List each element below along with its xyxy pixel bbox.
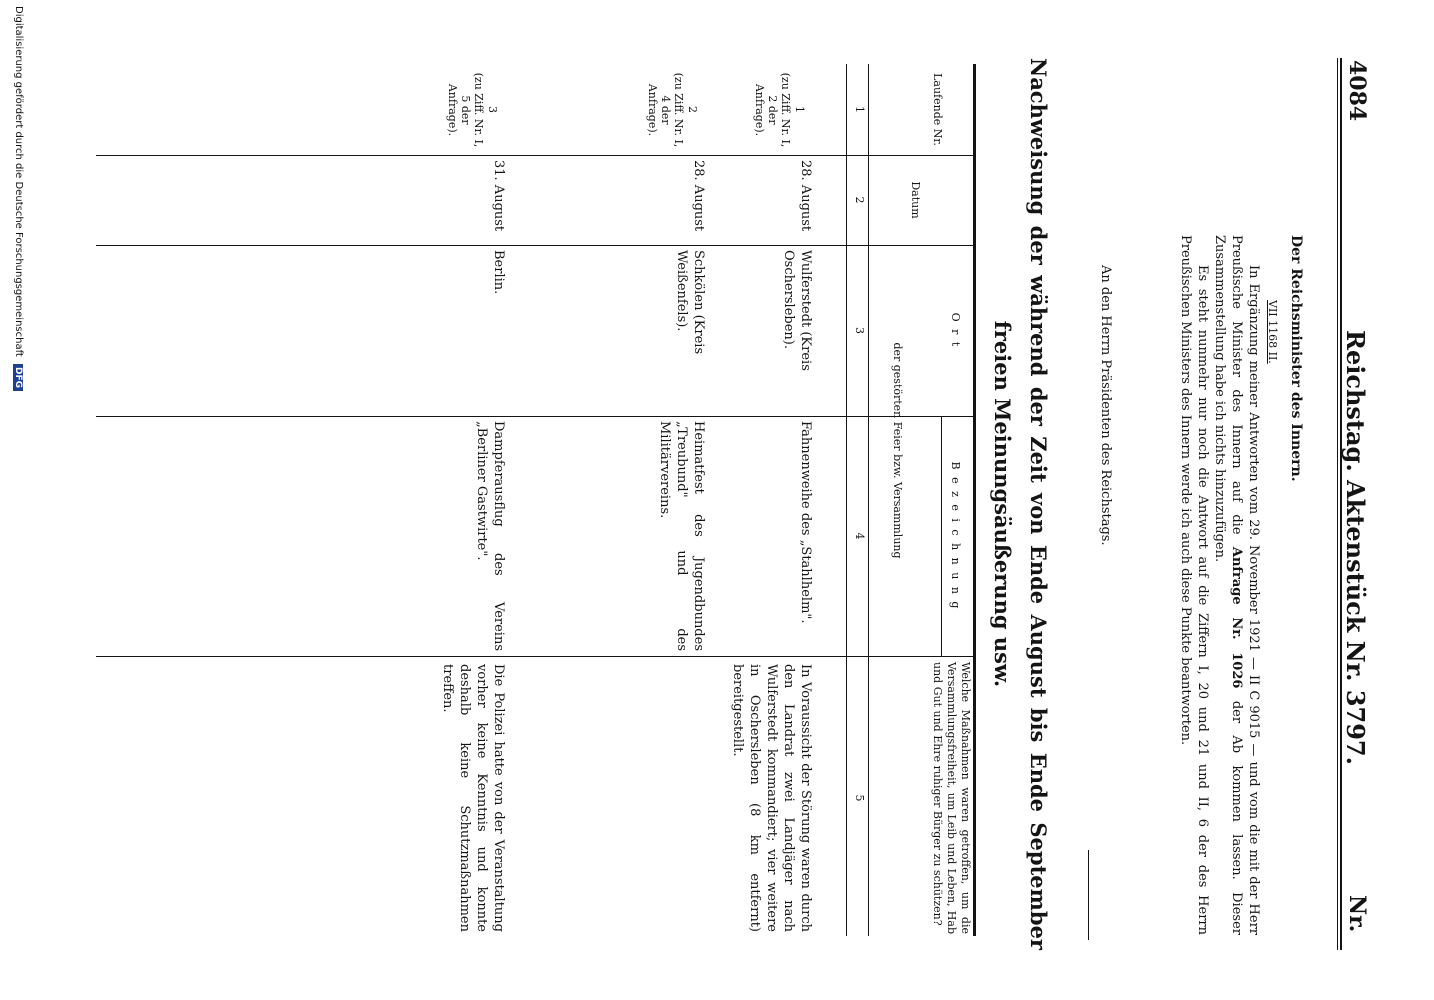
separator-rule [1088, 850, 1089, 940]
row-designation: Heimatfest des Jugendbundes „Treubund" und des Militärvereins. [657, 421, 706, 651]
inquiry-number: Anfrage Nr. 1026 [1229, 546, 1244, 689]
row-place: Schkölen (Kreis Weißenfels). [674, 250, 706, 355]
header-group-label: der gestörten Feier bzw. Versammlung [891, 342, 904, 559]
running-title: Reichstag. Aktenstück Nr. 3797. [1341, 330, 1370, 765]
header-datum: Datum [909, 181, 922, 219]
page-number: 4084 [1344, 60, 1370, 122]
letter-body [1177, 235, 1262, 935]
header-rule-thin [1337, 58, 1338, 950]
row-designation: Dampferausflug des Vereins „Berliner Gastwirte". [474, 421, 506, 651]
column-number-2: 2 [853, 196, 866, 204]
letter-address: An den Herrn Präsidenten des Reichstags. [1098, 265, 1113, 546]
column-divider-3 [96, 416, 976, 417]
funding-note [13, 6, 24, 406]
row-measures: Die Polizei hatte von der Veranstaltung vorher keine Kenntnis und konnte deshalb keine Schutzmaßnahmen treffen. [440, 664, 506, 932]
header-rule [1340, 58, 1342, 950]
row-reference: (zu Ziff. Nr. I, 4 der Anfrage). [646, 72, 685, 148]
table-header-rule [868, 64, 869, 936]
row-place: Wulferstedt (Kreis Oschersleben). [781, 250, 813, 371]
row-date: 28. August [691, 160, 706, 232]
row-designation: Fahnenweihe des „Stahlhelm". [798, 421, 813, 624]
header-bezeichnung: B e z e i c h n u n g [949, 461, 962, 611]
row-reference: (zu Ziff. Nr. I, 5 der Anfrage). [446, 72, 485, 148]
column-divider-2 [96, 245, 976, 246]
table-top-rule [973, 64, 976, 936]
row-measures: In Voraussicht der Störung waren durch den Landrat zwei Landjäger nach Wulferstedt kommandiert; vier weitere in Oschersleben (8 km entfernt) bereitgestellt. [730, 664, 813, 932]
letter-sender: Der Reichsminister des Innern. [1288, 235, 1304, 482]
letter-reference: VII 1168 II. [1266, 300, 1279, 364]
column-number-5: 5 [853, 794, 866, 802]
funding-note-text: Digitalisierung gefördert durch die Deutsche Forschungsgemeinschaft [13, 6, 24, 357]
column-number-3: 3 [853, 327, 866, 334]
row-number: 1 [793, 106, 806, 113]
row-reference: (zu Ziff. Nr. I, 2 der Anfrage). [753, 72, 792, 148]
letter-paragraph-2: Es steht nunmehr nur noch die Antwort auf die Ziffern I, 20 und 21 und II, 6 der des Herrn Preußischen Ministers des Innern werde ich auch diese Punkte beantworten. [1178, 235, 1210, 935]
table-number-rule [846, 64, 847, 936]
column-number-1: 1 [853, 106, 866, 113]
header-ort: O r t [949, 312, 962, 349]
letter-body-middle: die mit der Herr Preußische Minister des Innern auf die [1229, 235, 1261, 936]
header-laufende-nr: Laufende Nr. [931, 73, 944, 146]
column-divider-1 [96, 155, 976, 156]
column-divider-4 [96, 656, 976, 657]
row-number: 3 [486, 106, 499, 113]
nr-label: Nr. [1344, 895, 1370, 933]
row-date: 28. August [798, 160, 813, 232]
table-title: Nachweisung der während der Zeit von Ende August bis Ende September freien Meinungsäußerung usw. [990, 58, 1051, 950]
dfg-logo: DFG [13, 364, 23, 391]
table-group-rule [941, 416, 942, 656]
letter-paragraph-1 [1211, 235, 1262, 935]
letter-body-suffix: der Ab kommen lassen. Dieser Zusammenstellung habe ich nichts hinzuzufügen. [1212, 235, 1244, 935]
letter-body-prefix: In Ergänzung meiner Antworten vom 29. November 1921 — II C 9015 — und vom [1246, 265, 1261, 820]
header-massnahmen: Welche Maßnahmen waren getroffen, um die Versammlungsfreiheit, um Leib und Leben, Hab und Gut und Ehre ruhiger Bürger zu schützen? [931, 662, 972, 934]
row-place: Berlin. [491, 250, 506, 295]
row-date: 31. August [491, 160, 506, 232]
column-number-4: 4 [853, 532, 866, 540]
row-number: 2 [686, 106, 699, 113]
